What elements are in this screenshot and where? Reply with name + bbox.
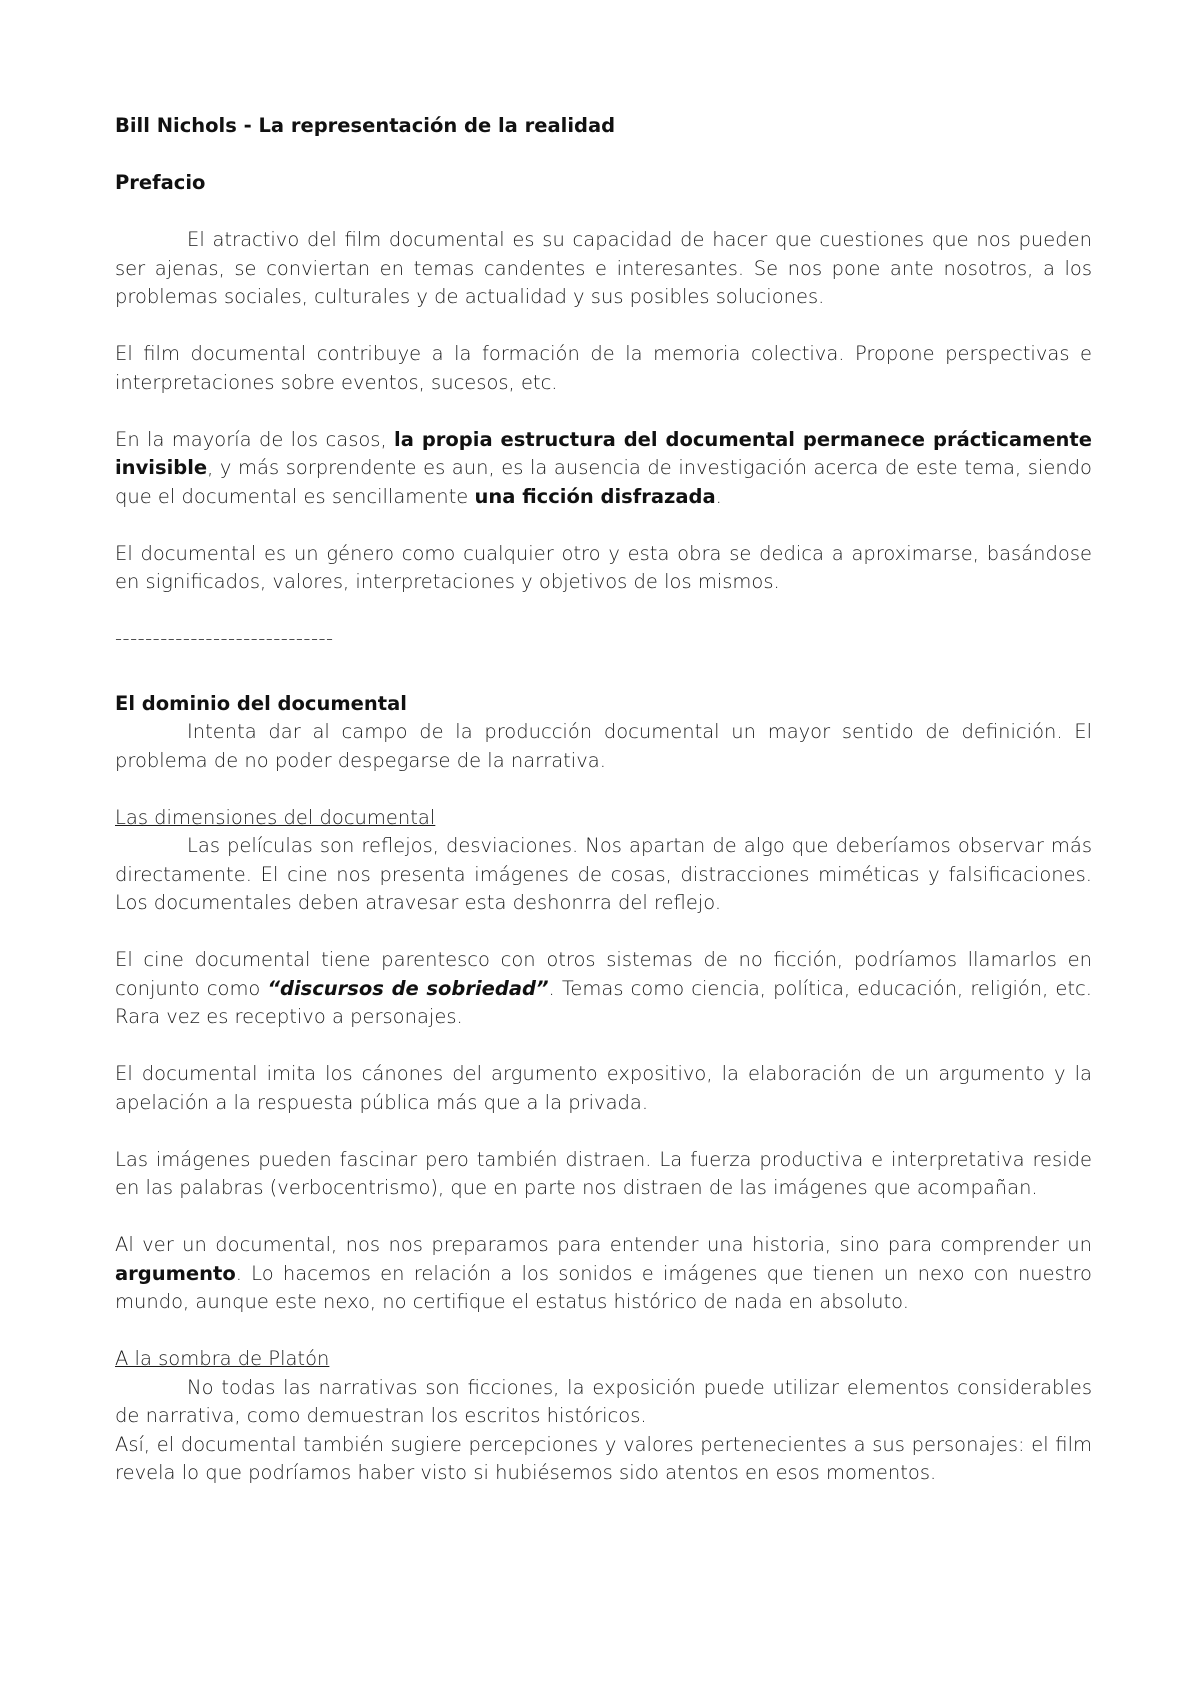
dimensiones-heading: Las dimensiones del documental xyxy=(115,805,436,829)
prefacio-paragraph-2: El film documental contribuye a la formación de la memoria colectiva. Propone perspectivas e interpretaciones sobre eventos, sucesos, etc. xyxy=(115,342,1092,394)
platon-paragraph-2: Así, el documental también sugiere percepciones y valores pertenecientes a sus personajes: el film revela lo que podríamos haber visto si hubiésemos sido atentos en esos momentos. xyxy=(115,1432,1092,1484)
dimensiones-paragraph-1: Las películas son reflejos, desviaciones. Nos apartan de algo que deberíamos observar más directamente. El cine nos presenta imágenes de cosas, distracciones miméticas y falsificaciones. Los documentales deben atravesar esta deshonrra del reflejo. xyxy=(115,834,1092,914)
bold-phrase: la propia estructura del documental permanece prácticamente invisible xyxy=(115,427,1092,479)
text-run: El cine documental tiene parentesco con otros sistemas de no ficción, podríamos llamarlos en conjunto como xyxy=(115,948,1092,1000)
text-run: En la mayoría de los casos, xyxy=(115,427,395,451)
dominio-heading: El dominio del documental xyxy=(115,691,407,715)
italic-phrase: “discursos de sobriedad” xyxy=(267,976,549,1000)
bold-phrase: argumento xyxy=(115,1261,236,1285)
dimensiones-paragraph-3: El documental imita los cánones del argumento expositivo, la elaboración de un argumento y la apelación a la respuesta pública más que a la privada. xyxy=(115,1062,1092,1114)
document-page xyxy=(115,112,1092,1488)
dimensiones-paragraph-2 xyxy=(115,946,1092,1032)
dimensiones-paragraph-5 xyxy=(115,1231,1092,1317)
dimensiones-paragraph-4: Las imágenes pueden fascinar pero también distraen. La fuerza productiva e interpretativa reside en las palabras (verbocentrismo), que en parte nos distraen de las imágenes que acompañan. xyxy=(115,1147,1092,1199)
dominio-paragraph-1: Intenta dar al campo de la producción documental un mayor sentido de definición. El problema de no poder despegarse de la narrativa. xyxy=(115,720,1092,772)
prefacio-paragraph-3 xyxy=(115,426,1092,512)
text-run: . xyxy=(715,484,722,508)
platon-heading: A la sombra de Platón xyxy=(115,1347,330,1370)
text-run: , y más sorprendente es aun, es la ausencia de investigación acerca de este tema, siendo que el documental es sencillamente xyxy=(115,456,1092,508)
bold-phrase: una ficción disfrazada xyxy=(474,484,716,508)
document-title: Bill Nichols - La representación de la realidad xyxy=(115,114,616,137)
prefacio-paragraph-4: El documental es un género como cualquier otro y esta obra se dedica a aproximarse, basándose en significados, valores, interpretaciones y objetivos de los mismos. xyxy=(115,541,1092,593)
text-run: . Temas como ciencia, política, educación, religión, etc. Rara vez es receptivo a personajes. xyxy=(115,976,1092,1028)
text-run: Al ver un documental, nos nos preparamos para entender una historia, sino para comprender un xyxy=(115,1233,1092,1256)
separator-line: ----------------------------- xyxy=(115,627,334,650)
prefacio-heading: Prefacio xyxy=(115,171,206,194)
prefacio-paragraph-1: El atractivo del film documental es su capacidad de hacer que cuestiones que nos pueden ser ajenas, se conviertan en temas candentes e interesantes. Se nos pone ante nosotros, a los problemas sociales, culturales y de actualidad y sus posibles soluciones. xyxy=(115,228,1092,308)
platon-paragraph-1: No todas las narrativas son ficciones, la exposición puede utilizar elementos considerables de narrativa, como demuestran los escritos históricos. xyxy=(115,1375,1092,1427)
text-run: . Lo hacemos en relación a los sonidos e imágenes que tienen un nexo con nuestro mundo, aunque este nexo, no certifique el estatus histórico de nada en absoluto. xyxy=(115,1261,1092,1313)
